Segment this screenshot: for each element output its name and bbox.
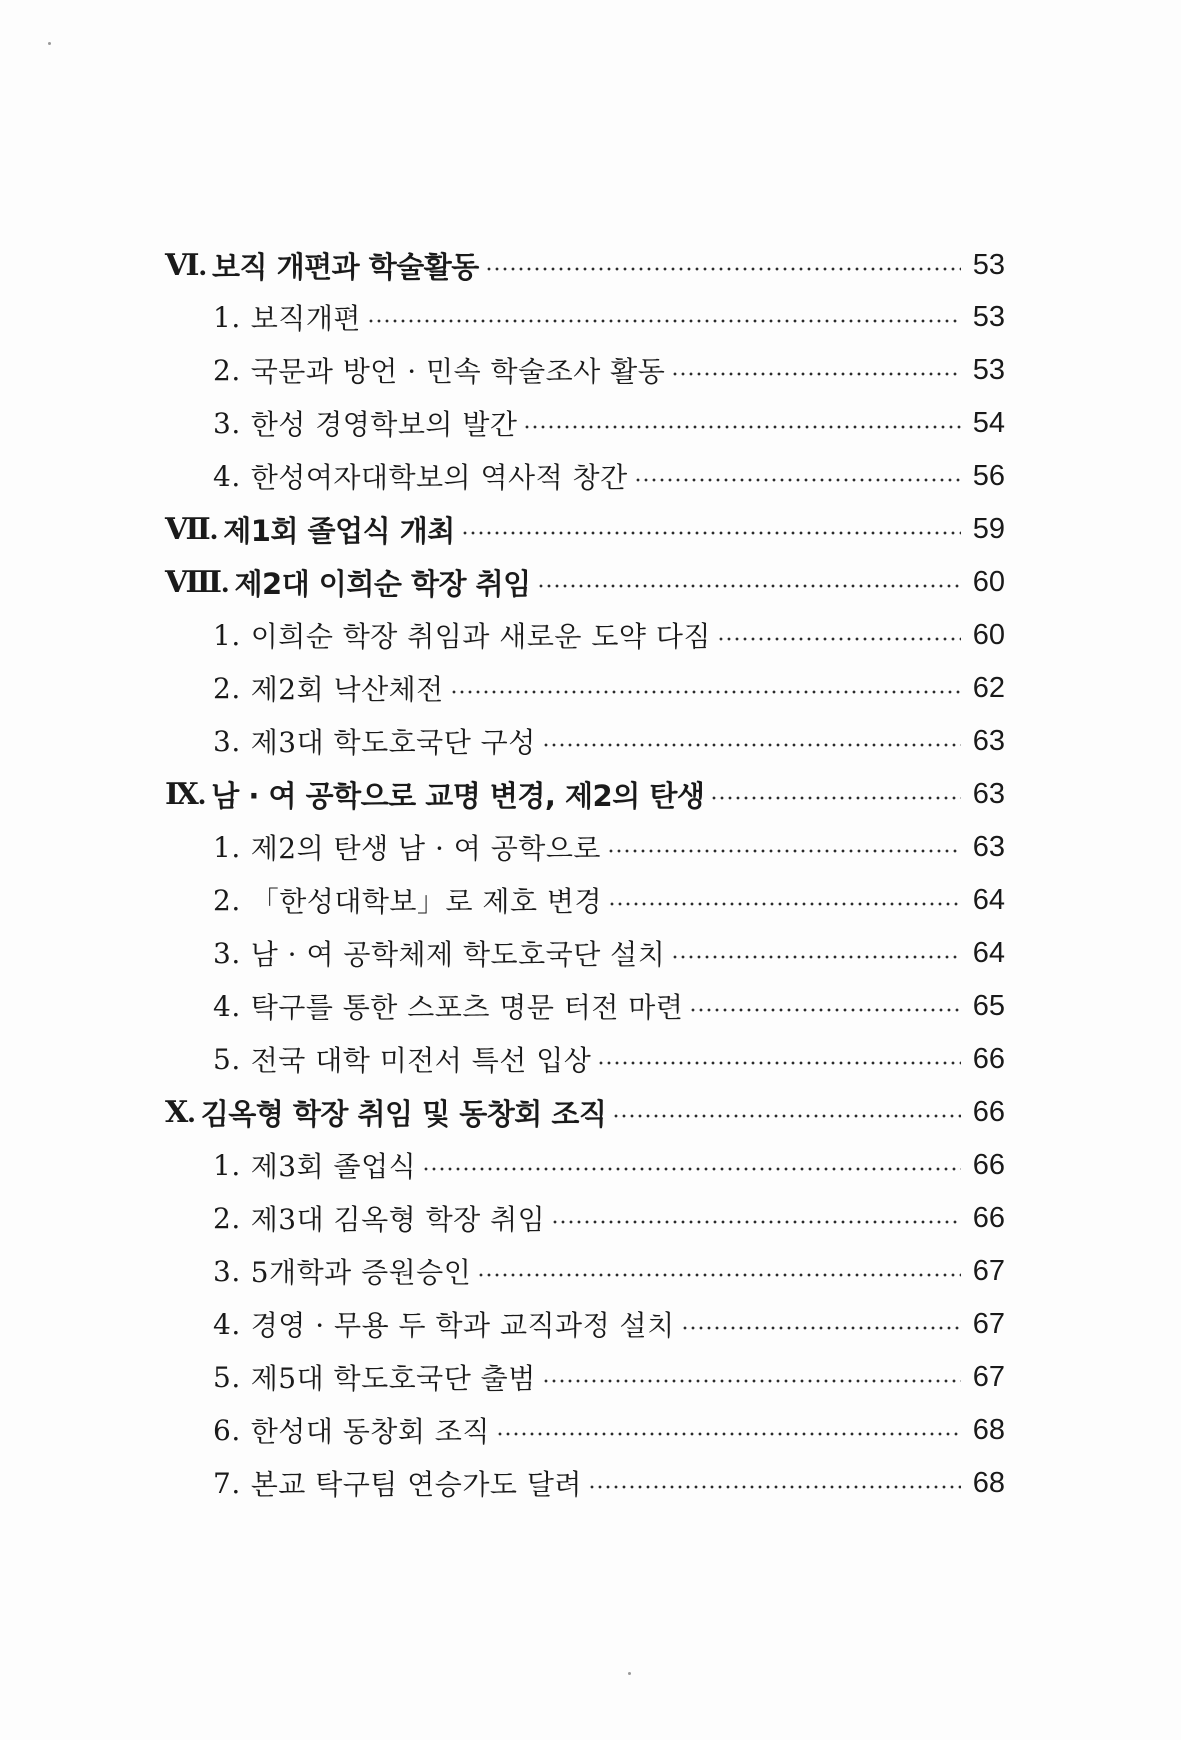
toc-number: Ⅵ. xyxy=(165,248,206,282)
toc-title: 김옥형 학장 취임 및 동창회 조직 xyxy=(200,1096,607,1131)
toc-number: 2. xyxy=(213,1201,241,1235)
toc-number: 7. xyxy=(213,1466,241,1500)
toc-page-number: 63 xyxy=(972,830,1005,863)
toc-number: 2. xyxy=(213,353,241,387)
toc-title: 국문과 방언 · 민속 학술조사 활동 xyxy=(250,355,666,388)
toc-page-number: 62 xyxy=(972,671,1005,704)
toc-title: 한성 경영학보의 발간 xyxy=(250,408,518,441)
toc-title: 남 · 여 공학체제 학도호국단 설치 xyxy=(250,938,666,971)
toc-section[interactable] xyxy=(213,291,1005,343)
toc-page-number: 67 xyxy=(972,1254,1005,1287)
toc-title: 남 · 여 공학으로 교명 변경, 제2의 탄생 xyxy=(211,778,705,813)
toc-page-number: 66 xyxy=(972,1201,1005,1234)
toc-number: 4. xyxy=(213,1307,241,1341)
toc-page-number: 68 xyxy=(972,1413,1005,1446)
toc-title: 제5대 학도호국단 출범 xyxy=(250,1362,536,1395)
toc-page-number: 63 xyxy=(972,724,1005,757)
toc-number: 1. xyxy=(213,1148,241,1182)
dot-leader xyxy=(597,1061,961,1065)
toc-page-number: 67 xyxy=(972,1307,1005,1340)
dot-leader xyxy=(422,1167,961,1171)
toc-page-number: 53 xyxy=(972,248,1005,281)
dot-leader xyxy=(496,1432,961,1436)
scan-speck xyxy=(48,42,51,45)
toc-number: 5. xyxy=(213,1042,241,1076)
toc-page-number: 66 xyxy=(972,1042,1005,1075)
toc-section[interactable] xyxy=(213,1457,1005,1509)
toc-number: 4. xyxy=(213,989,241,1023)
toc-chapter[interactable] xyxy=(165,556,1005,608)
dot-leader xyxy=(477,1273,961,1277)
dot-leader xyxy=(523,425,961,429)
dot-leader xyxy=(717,637,961,641)
toc-number: 3. xyxy=(213,936,241,970)
dot-leader xyxy=(608,902,961,906)
toc-section[interactable] xyxy=(213,821,1005,873)
dot-leader xyxy=(542,743,961,747)
toc-number: 2. xyxy=(213,883,241,917)
toc-chapter[interactable] xyxy=(165,503,1005,555)
toc-section[interactable] xyxy=(213,715,1005,767)
toc-title: 탁구를 통한 스포츠 명문 터전 마련 xyxy=(250,991,684,1024)
toc-section[interactable] xyxy=(213,450,1005,502)
toc-section[interactable] xyxy=(213,1351,1005,1403)
toc-page-number: 53 xyxy=(972,300,1005,333)
toc-title: 제3대 김옥형 학장 취임 xyxy=(250,1203,546,1236)
toc-title: 보직개편 xyxy=(250,302,361,335)
toc-title: 경영 · 무용 두 학과 교직과정 설치 xyxy=(250,1309,675,1342)
dot-leader xyxy=(461,531,961,535)
dot-leader xyxy=(681,1326,961,1330)
toc-section[interactable] xyxy=(213,980,1005,1032)
toc-number: Ⅹ. xyxy=(165,1095,195,1129)
dot-leader xyxy=(542,1379,961,1383)
dot-leader xyxy=(537,584,961,588)
toc-section[interactable] xyxy=(213,874,1005,926)
toc-title: 제3회 졸업식 xyxy=(250,1150,417,1183)
dot-leader xyxy=(671,372,961,376)
toc-title: 「한성대학보」로 제호 변경 xyxy=(250,885,603,918)
toc-title: 제2대 이희순 학장 취임 xyxy=(234,566,531,601)
toc-number: 6. xyxy=(213,1413,241,1447)
toc-number: 3. xyxy=(213,724,241,758)
dot-leader xyxy=(671,955,961,959)
dot-leader xyxy=(612,1114,961,1118)
dot-leader xyxy=(588,1485,961,1489)
toc-title: 제2의 탄생 남 · 여 공학으로 xyxy=(250,832,601,865)
toc-page-number: 67 xyxy=(972,1360,1005,1393)
dot-leader xyxy=(607,849,961,853)
toc-page-number: 64 xyxy=(972,883,1005,916)
toc-section[interactable] xyxy=(213,609,1005,661)
toc-title: 본교 탁구팀 연승가도 달려 xyxy=(250,1468,582,1501)
toc-number: 1. xyxy=(213,300,241,334)
toc-section[interactable] xyxy=(213,662,1005,714)
toc-section[interactable] xyxy=(213,1404,1005,1456)
toc-title: 한성여자대학보의 역사적 창간 xyxy=(250,461,628,494)
toc-section[interactable] xyxy=(213,927,1005,979)
toc-page-number: 56 xyxy=(972,459,1005,492)
scan-speck xyxy=(628,1672,631,1675)
toc-title: 제1회 졸업식 개최 xyxy=(223,513,455,548)
toc-number: 1. xyxy=(213,618,241,652)
toc-title: 한성대 동창회 조직 xyxy=(250,1415,490,1448)
toc-page-number: 65 xyxy=(972,989,1005,1022)
toc-section[interactable] xyxy=(213,1192,1005,1244)
toc-page-number: 63 xyxy=(972,777,1005,810)
toc-page-number: 59 xyxy=(972,512,1005,545)
toc-page-number: 54 xyxy=(972,406,1005,439)
toc-title: 전국 대학 미전서 특선 입상 xyxy=(250,1044,592,1077)
dot-leader xyxy=(689,1008,961,1012)
toc-section[interactable] xyxy=(213,1298,1005,1350)
toc-section[interactable] xyxy=(213,397,1005,449)
toc-number: 3. xyxy=(213,406,241,440)
toc-page-number: 60 xyxy=(972,565,1005,598)
toc-number: 2. xyxy=(213,671,241,705)
toc-page-number: 68 xyxy=(972,1466,1005,1499)
dot-leader xyxy=(367,319,961,323)
toc-page-number: 64 xyxy=(972,936,1005,969)
toc-number: 5. xyxy=(213,1360,241,1394)
toc-chapter[interactable] xyxy=(165,768,1005,820)
toc-number: 1. xyxy=(213,830,241,864)
toc-chapter[interactable] xyxy=(165,239,1005,291)
toc-number: Ⅶ. xyxy=(165,512,218,546)
toc-number: Ⅷ. xyxy=(165,565,229,599)
toc-title: 이희순 학장 취임과 새로운 도약 다짐 xyxy=(250,620,711,653)
dot-leader xyxy=(634,478,961,482)
toc-page-number: 60 xyxy=(972,618,1005,651)
toc-page-number: 53 xyxy=(972,353,1005,386)
toc-number: 4. xyxy=(213,459,241,493)
toc-section[interactable] xyxy=(213,1139,1005,1191)
dot-leader xyxy=(485,267,961,271)
toc-title: 5개학과 증원승인 xyxy=(250,1256,472,1289)
dot-leader xyxy=(450,690,961,694)
toc-number: Ⅸ. xyxy=(165,777,206,811)
dot-leader xyxy=(551,1220,961,1224)
toc-section[interactable] xyxy=(213,1245,1005,1297)
toc-page-number: 66 xyxy=(972,1095,1005,1128)
toc-title: 보직 개편과 학술활동 xyxy=(212,249,479,284)
toc-title: 제2회 낙산체전 xyxy=(250,673,444,706)
toc-chapter[interactable] xyxy=(165,1086,1005,1138)
dot-leader xyxy=(710,796,961,800)
toc-page-number: 66 xyxy=(972,1148,1005,1181)
toc-section[interactable] xyxy=(213,1033,1005,1085)
toc-title: 제3대 학도호국단 구성 xyxy=(250,726,536,759)
toc-number: 3. xyxy=(213,1254,241,1288)
toc-section[interactable] xyxy=(213,344,1005,396)
